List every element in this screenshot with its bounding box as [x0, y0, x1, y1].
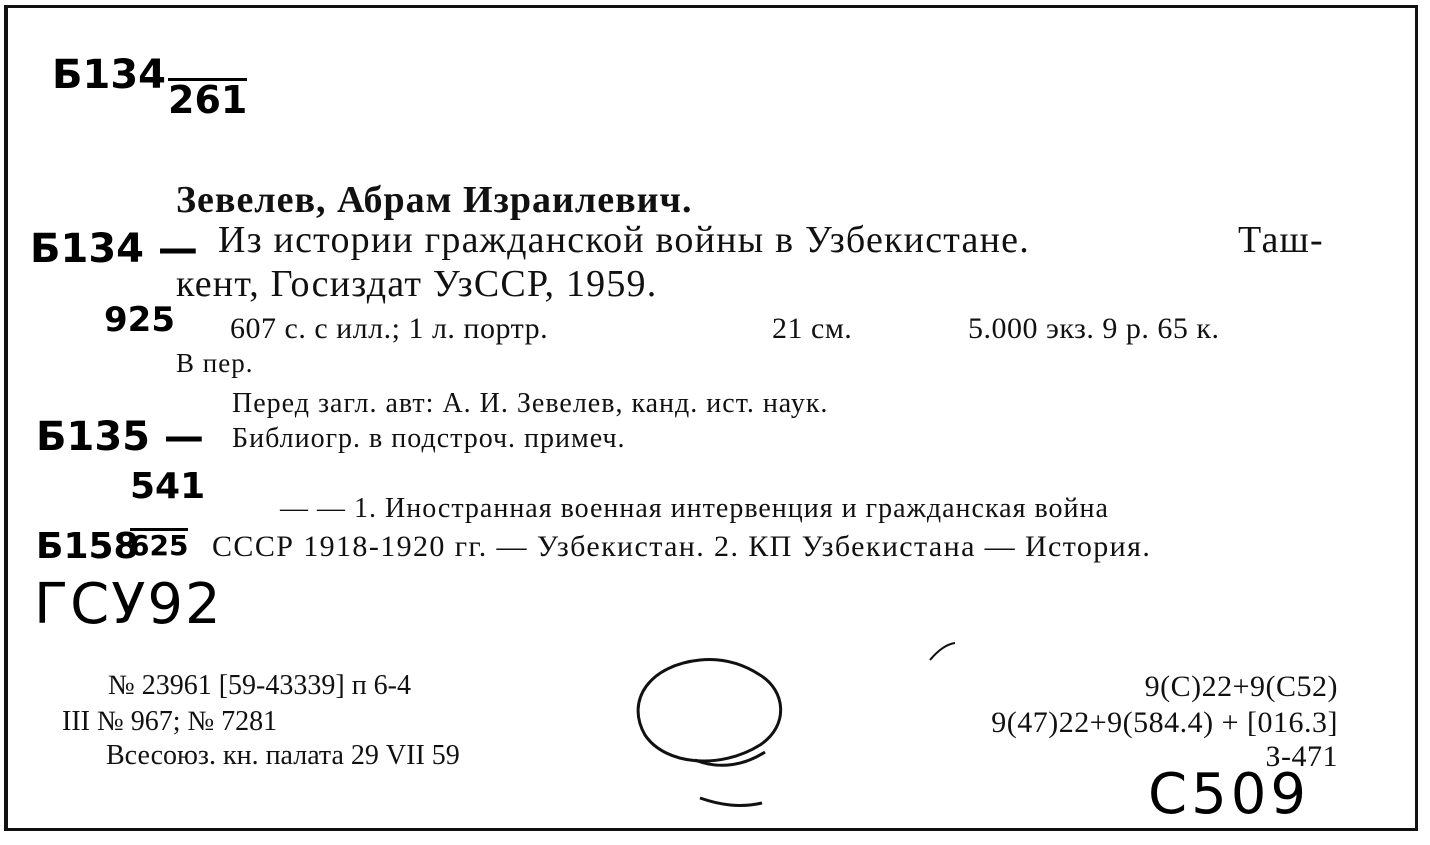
title-line-1: Из истории гражданской войны в Узбекистане. — [218, 219, 1030, 261]
handwritten-margin-mark-3-sub: 625 — [130, 529, 189, 562]
title-line-1-continuation: Таш- — [1238, 219, 1324, 261]
pen-stroke — [930, 643, 955, 660]
classification-line-2: 9(47)22+9(584.4) + [016.3] — [991, 706, 1338, 739]
handwritten-shelfmark: Б134 — [52, 52, 166, 98]
punch-hole-outline — [638, 660, 781, 806]
note-bibliography: Библиогр. в подстроч. примеч. — [232, 423, 626, 454]
handwritten-shelfmark-denominator: 261 — [168, 78, 248, 122]
binding-note: В пер. — [176, 348, 254, 378]
classification-line-1: 9(С)22+9(С52) — [1144, 670, 1338, 703]
handwritten-bottom-code: С509 — [1148, 762, 1310, 827]
title-line-2: кент, Госиздат УзССР, 1959. — [176, 263, 658, 305]
subject-headings-line-2: СССР 1918-1920 гг. — Узбекистан. 2. КП Узбекистана — История. — [212, 530, 1152, 563]
author-mark: З-471 — [1265, 740, 1338, 773]
registry-chamber: Всесоюз. кн. палата 29 VII 59 — [106, 740, 460, 771]
collation-size: 21 см. — [772, 312, 853, 345]
subject-headings-line-1: — — 1. Иностранная военная интервенция и гражданская война — [280, 493, 1109, 524]
note-author: Перед загл. авт: А. И. Зевелев, канд. ист. наук. — [232, 388, 829, 419]
handwritten-margin-mark-1-sub: 925 — [104, 300, 175, 340]
handwritten-margin-mark-2-sub: 541 — [130, 466, 206, 507]
registry-order: III № 967; № 7281 — [62, 706, 278, 737]
handwritten-margin-mark-2: Б135 — — [36, 414, 204, 460]
handwritten-margin-code: ГСУ92 — [34, 572, 223, 637]
handwritten-margin-mark-1: Б134 — — [30, 226, 198, 272]
registry-number: № 23961 [59-43339] п 6-4 — [108, 670, 411, 701]
collation-pages: 607 с. с илл.; 1 л. портр. — [230, 312, 549, 345]
collation-copies-price: 5.000 экз. 9 р. 65 к. — [968, 312, 1220, 345]
author-heading: Зевелев, Абрам Израилевич. — [176, 179, 693, 221]
handwritten-margin-mark-3: Б158 — [36, 526, 139, 567]
